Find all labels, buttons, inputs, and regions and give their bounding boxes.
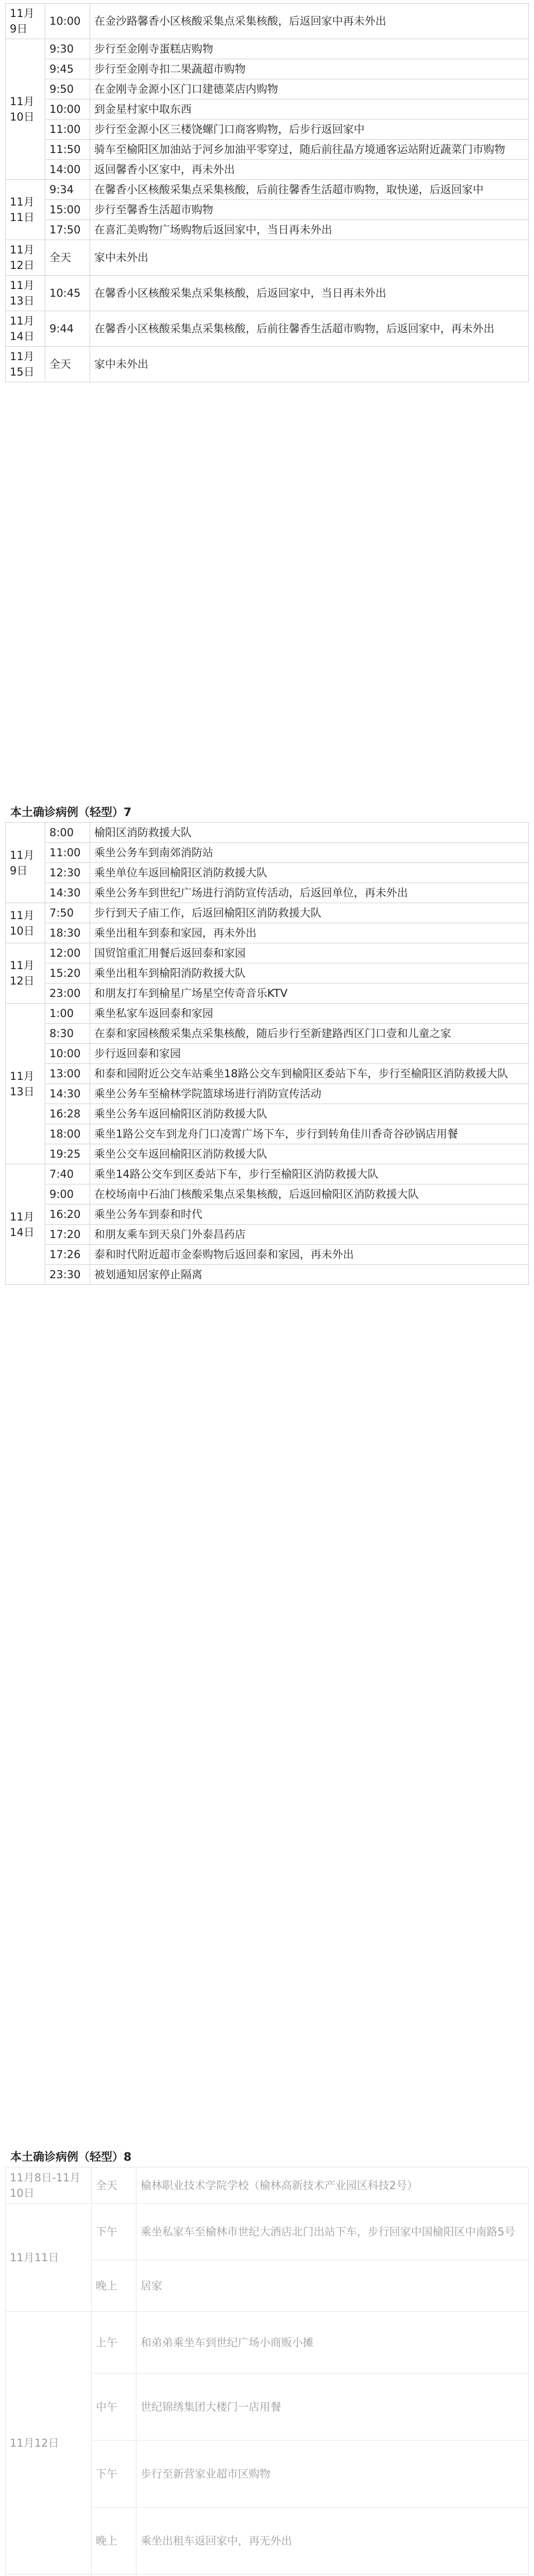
event-cell: 被划通知居家停止隔离 — [90, 1265, 529, 1285]
time-cell: 15:20 — [45, 963, 90, 984]
date-cell: 11月12日 — [6, 943, 45, 1004]
table-row — [6, 1124, 529, 1144]
event-cell: 步行至金刚寺扣二果蔬超市购物 — [90, 59, 529, 79]
time-cell: 全天 — [45, 347, 90, 382]
event-cell: 榆林职业技术学院学校（榆林高新技术产业园区科技2号） — [136, 2167, 529, 2204]
table-row — [6, 220, 529, 240]
date-cell: 11月10日 — [6, 39, 45, 180]
event-cell: 在校场南中石油门核酸采集点采集核酸，后返回榆阳区消防救援大队 — [90, 1184, 529, 1205]
table-row — [6, 2167, 529, 2204]
table-row — [6, 160, 529, 180]
time-cell: 15:00 — [45, 200, 90, 220]
event-cell: 和弟弟乘坐车到世纪广场小商贩小摊 — [136, 2312, 529, 2374]
event-cell: 乘坐公务车到泰和时代 — [90, 1205, 529, 1225]
event-cell: 步行至馨香生活超市购物 — [90, 200, 529, 220]
time-cell: 全天 — [45, 240, 90, 276]
event-cell: 世纪锦绣集团大楼门一店用餐 — [136, 2374, 529, 2441]
date-cell: 11月11日 — [6, 180, 45, 240]
time-cell: 17:50 — [45, 220, 90, 240]
time-cell: 12:00 — [45, 943, 90, 963]
event-cell: 居家 — [136, 2260, 529, 2312]
time-cell: 14:00 — [45, 160, 90, 180]
event-cell: 榆阳区消防救援大队 — [90, 823, 529, 843]
event-cell: 乘坐公务车返回榆阳区消防救援大队 — [90, 1104, 529, 1124]
table-row — [6, 1164, 529, 1184]
time-cell: 9:00 — [45, 1184, 90, 1205]
table-row — [6, 120, 529, 140]
event-cell: 和朋友乘车到天泉门外泰昌药店 — [90, 1225, 529, 1245]
event-cell: 返回馨香小区家中，再未外出 — [90, 160, 529, 180]
time-cell: 11:00 — [45, 843, 90, 863]
event-cell: 在金沙路馨香小区核酸采集点采集核酸，后返回家中再未外出 — [90, 4, 529, 39]
time-cell: 9:44 — [45, 311, 90, 347]
table-row — [6, 963, 529, 984]
time-cell: 18:00 — [45, 1124, 90, 1144]
time-cell: 11:00 — [45, 120, 90, 140]
table-row — [6, 943, 529, 963]
table-row — [6, 1064, 529, 1084]
event-cell: 在馨香小区核酸采集点采集核酸，后返回家中，当日再未外出 — [90, 276, 529, 311]
time-cell: 23:30 — [45, 1265, 90, 1285]
event-cell: 在馨香小区核酸采集点采集核酸，后前往馨香生活超市购物，后返回家中，再未外出 — [90, 311, 529, 347]
table-row — [6, 1225, 529, 1245]
table-row — [6, 863, 529, 883]
event-cell: 乘坐公务车至榆林学院篮球场进行消防宣传活动 — [90, 1084, 529, 1104]
case-7-table — [5, 822, 529, 1285]
time-cell: 下午 — [92, 2204, 136, 2260]
time-cell: 18:30 — [45, 923, 90, 943]
event-cell: 步行至金刚寺蛋糕店购物 — [90, 39, 529, 59]
event-cell: 乘坐公务车到世纪广场进行消防宣传活动，后返回单位，再未外出 — [90, 883, 529, 903]
event-cell: 泰和时代附近超市金泰购物后返回泰和家园，再未外出 — [90, 1245, 529, 1265]
table-row — [6, 1184, 529, 1205]
date-cell: 11月12日 — [6, 2312, 92, 2574]
event-cell: 在泰和家园核酸采集点采集核酸，随后步行至新建路西区门口壹和儿童之家 — [90, 1024, 529, 1044]
date-cell: 11月12日 — [6, 240, 45, 276]
event-cell: 步行到天子庙工作，后返回榆阳区消防救援大队 — [90, 903, 529, 923]
event-cell: 乘坐出租车到泰和家园，再未外出 — [90, 923, 529, 943]
table-row — [6, 1024, 529, 1044]
table-row — [6, 923, 529, 943]
time-cell: 7:50 — [45, 903, 90, 923]
table-row — [6, 1004, 529, 1024]
event-cell: 到金星村家中取东西 — [90, 99, 529, 120]
table-row — [6, 883, 529, 903]
event-cell: 乘坐出租车到榆阳消防救援大队 — [90, 963, 529, 984]
event-cell: 乘坐公务车到南郊消防站 — [90, 843, 529, 863]
time-cell: 10:00 — [45, 99, 90, 120]
date-cell: 11月10日 — [6, 903, 45, 943]
date-cell: 11月15日 — [6, 347, 45, 382]
time-cell: 13:00 — [45, 1064, 90, 1084]
event-cell: 骑车至榆阳区加油站于河乡加油平零穿过，随后前往晶方境通客运站附近蔬菜门市购物 — [90, 140, 529, 160]
table-row — [6, 79, 529, 99]
event-cell: 步行至金源小区三楼饶螺门口商客购物，后步行返回家中 — [90, 120, 529, 140]
time-cell: 8:00 — [45, 823, 90, 843]
table-row — [6, 2312, 529, 2374]
table-row — [6, 2574, 529, 2576]
event-cell: 在金刚寺金源小区门口建德菜店内购物 — [90, 79, 529, 99]
table-row — [6, 311, 529, 347]
case-8-title: 本土确诊病例（轻型）8 — [10, 2151, 132, 2164]
table-row — [6, 984, 529, 1004]
time-cell: 9:45 — [45, 59, 90, 79]
event-cell: 乘坐出租车返回家中，再无外出 — [136, 2507, 529, 2574]
time-cell: 8:30 — [45, 1024, 90, 1044]
event-cell: 乘坐公交车返回榆阳区消防救援大队 — [90, 1144, 529, 1164]
time-cell: 17:20 — [45, 1225, 90, 1245]
date-cell: 11月9日 — [6, 4, 45, 39]
table-row — [6, 1245, 529, 1265]
event-cell: 和泰和园附近公交车站乘坐18路公交车到榆阳区委站下车，步行至榆阳区消防救援大队 — [90, 1064, 529, 1084]
time-cell: 23:00 — [45, 984, 90, 1004]
table-row — [6, 823, 529, 843]
time-cell: 下午 — [92, 2441, 136, 2507]
time-cell — [92, 2574, 136, 2576]
time-cell: 16:20 — [45, 1205, 90, 1225]
time-cell: 1:00 — [45, 1004, 90, 1024]
table-row — [6, 240, 529, 276]
event-cell: 国贸馆重汇用餐后返回泰和家园 — [90, 943, 529, 963]
table-row — [6, 843, 529, 863]
table-row — [6, 39, 529, 59]
time-cell: 9:30 — [45, 39, 90, 59]
event-cell: 乘坐14路公交车到区委站下车，步行至榆阳区消防救援大队 — [90, 1164, 529, 1184]
time-cell: 17:26 — [45, 1245, 90, 1265]
time-cell: 上午 — [92, 2312, 136, 2374]
table-row — [6, 200, 529, 220]
date-cell: 11月14日 — [6, 1164, 45, 1285]
table-row — [6, 59, 529, 79]
case-8-table — [5, 2167, 529, 2576]
table-row — [6, 1044, 529, 1064]
event-cell: 家中未外出 — [90, 240, 529, 276]
date-cell: 11月14日 — [6, 311, 45, 347]
event-cell: 乘坐私家车返回泰和家园 — [90, 1004, 529, 1024]
event-cell: 和朋友打车到榆星广场星空传奇音乐KTV — [90, 984, 529, 1004]
table-row — [6, 4, 529, 39]
table-row — [6, 140, 529, 160]
event-cell: 乘坐单位车返回榆阳区消防救援大队 — [90, 863, 529, 883]
event-cell: 乘坐1路公交车到龙舟门口凌霄广场下车，步行到转角佳川香奇谷砂锅店用餐 — [90, 1124, 529, 1144]
event-cell — [136, 2574, 529, 2576]
time-cell: 16:28 — [45, 1104, 90, 1124]
table-row — [6, 99, 529, 120]
table-row — [6, 903, 529, 923]
date-cell: 11月11日 — [6, 2204, 92, 2312]
time-cell: 7:40 — [45, 1164, 90, 1184]
time-cell: 14:30 — [45, 1084, 90, 1104]
case-6-table — [5, 3, 529, 382]
time-cell: 10:00 — [45, 1044, 90, 1064]
time-cell: 晚上 — [92, 2507, 136, 2574]
date-cell: 11月9日 — [6, 823, 45, 903]
time-cell: 19:25 — [45, 1144, 90, 1164]
time-cell: 10:45 — [45, 276, 90, 311]
event-cell: 在馨香小区核酸采集点采集核酸，后前往馨香生活超市购物，取快递，后返回家中 — [90, 180, 529, 200]
time-cell: 9:50 — [45, 79, 90, 99]
event-cell: 步行返回泰和家园 — [90, 1044, 529, 1064]
event-cell: 在喜汇美购物广场购物后返回家中，当日再未外出 — [90, 220, 529, 240]
table-row — [6, 1144, 529, 1164]
table-row — [6, 1104, 529, 1124]
event-cell: 家中未外出 — [90, 347, 529, 382]
time-cell: 10:00 — [45, 4, 90, 39]
table-row — [6, 180, 529, 200]
date-cell: 11月8日-11月10日 — [6, 2167, 92, 2204]
case-7-title: 本土确诊病例（轻型）7 — [10, 806, 132, 819]
table-row — [6, 1205, 529, 1225]
date-cell — [6, 2574, 92, 2576]
table-row — [6, 347, 529, 382]
table-row — [6, 1265, 529, 1285]
time-cell: 14:30 — [45, 883, 90, 903]
time-cell: 11:50 — [45, 140, 90, 160]
table-row — [6, 1084, 529, 1104]
event-cell: 乘坐私家车至榆林市世纪大酒店北门出站下车，步行回家中国榆阳区中南路5号 — [136, 2204, 529, 2260]
date-cell: 11月13日 — [6, 1004, 45, 1164]
time-cell: 中午 — [92, 2374, 136, 2441]
time-cell: 晚上 — [92, 2260, 136, 2312]
table-row — [6, 276, 529, 311]
date-cell: 11月13日 — [6, 276, 45, 311]
time-cell: 12:30 — [45, 863, 90, 883]
table-row — [6, 2204, 529, 2260]
time-cell: 全天 — [92, 2167, 136, 2204]
event-cell: 步行至新营家业超市区购物 — [136, 2441, 529, 2507]
time-cell: 9:34 — [45, 180, 90, 200]
